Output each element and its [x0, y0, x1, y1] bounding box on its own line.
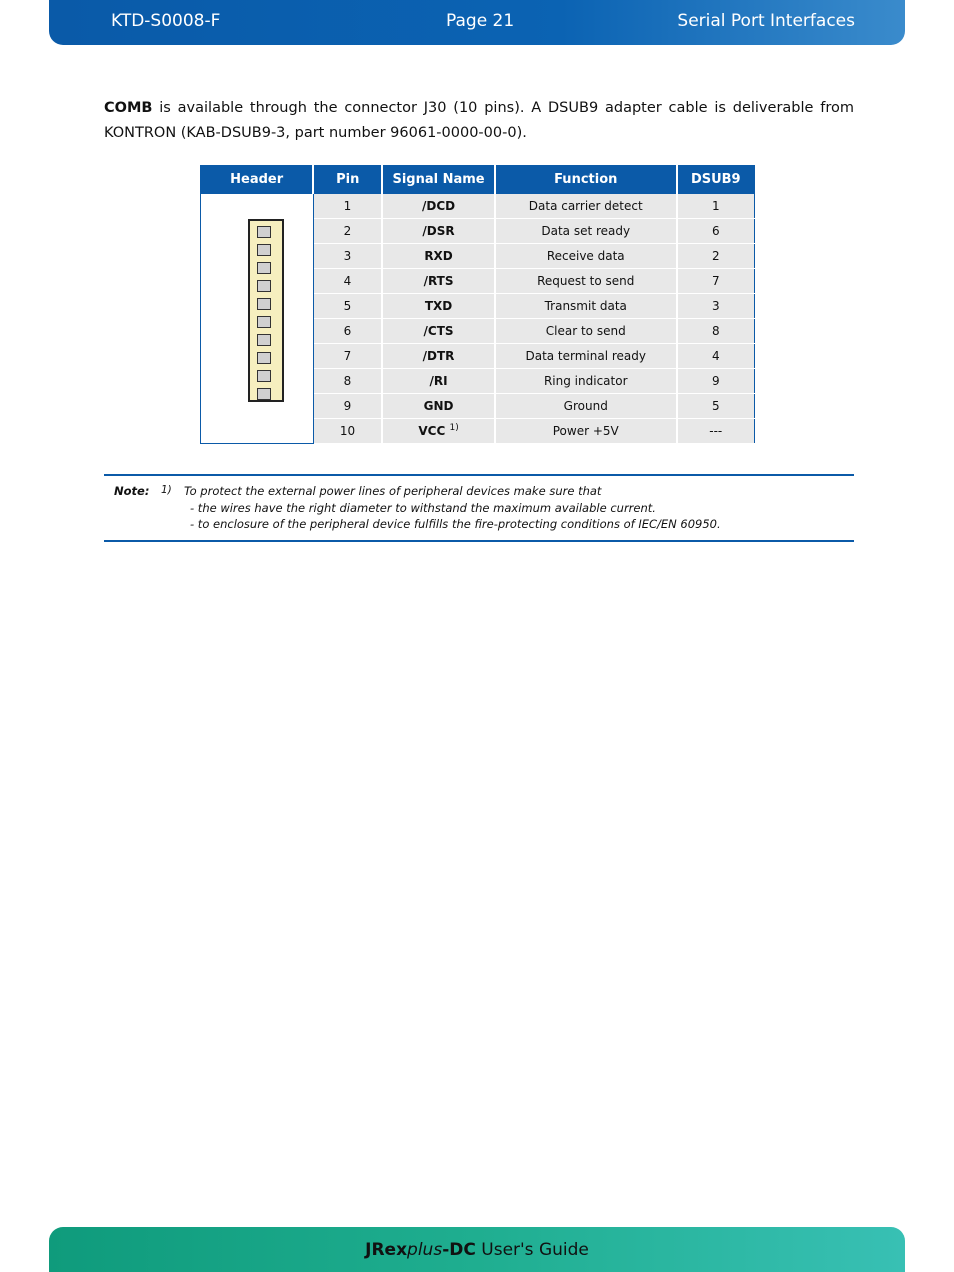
footnote-ref: 1) [449, 423, 459, 433]
intro-paragraph [104, 96, 854, 146]
page-header [49, 0, 905, 45]
dsub9-pin: 6 [677, 218, 755, 243]
footer-title [49, 1240, 905, 1260]
col-signal: Signal Name [382, 166, 495, 194]
pin-number: 2 [313, 218, 382, 243]
footer-guide: User's Guide [475, 1240, 589, 1260]
function: Request to send [495, 268, 677, 293]
page-number: Page 21 [446, 11, 515, 31]
dsub9-pin: 9 [677, 368, 755, 393]
connector-pin [257, 226, 271, 238]
signal-name [382, 418, 495, 443]
doc-id: KTD-S0008-F [111, 11, 221, 31]
intro-bold: COMB [104, 100, 153, 116]
pin-table [200, 165, 755, 444]
function: Transmit data [495, 293, 677, 318]
pin-number: 4 [313, 268, 382, 293]
function: Data carrier detect [495, 194, 677, 219]
pin-number: 9 [313, 393, 382, 418]
signal-name: RXD [382, 243, 495, 268]
signal-name: /RTS [382, 268, 495, 293]
dsub9-pin: --- [677, 418, 755, 443]
connector-pin [257, 262, 271, 274]
brand-dc: -DC [442, 1240, 476, 1260]
dsub9-pin: 7 [677, 268, 755, 293]
note-line: - the wires have the right diameter to withstand the maximum available current. [190, 501, 656, 515]
pin-number: 5 [313, 293, 382, 318]
connector-diagram-cell [201, 194, 314, 444]
signal-name: /DCD [382, 194, 495, 219]
connector-j30-icon [248, 219, 284, 402]
table-header-row [201, 166, 755, 194]
signal-name: TXD [382, 293, 495, 318]
connector-pin [257, 334, 271, 346]
function: Data terminal ready [495, 343, 677, 368]
note-label: Note: [114, 484, 150, 498]
signal-name: /DSR [382, 218, 495, 243]
function: Receive data [495, 243, 677, 268]
function: Clear to send [495, 318, 677, 343]
signal-name-text: VCC [418, 424, 446, 438]
dsub9-pin: 2 [677, 243, 755, 268]
pin-number: 8 [313, 368, 382, 393]
table-row [201, 194, 755, 219]
dsub9-pin: 8 [677, 318, 755, 343]
note-number: 1) [161, 484, 172, 496]
connector-pin [257, 280, 271, 292]
dsub9-pin: 4 [677, 343, 755, 368]
signal-name: /RI [382, 368, 495, 393]
connector-pin [257, 316, 271, 328]
dsub9-pin: 3 [677, 293, 755, 318]
pin-number: 7 [313, 343, 382, 368]
note-line: - to enclosure of the peripheral device fulfills the fire-protecting conditions of IEC/EN 60950. [190, 517, 721, 531]
pin-number: 3 [313, 243, 382, 268]
note-box [104, 474, 854, 542]
dsub9-pin: 5 [677, 393, 755, 418]
col-header: Header [201, 166, 314, 194]
brand-jrex: JRex [365, 1240, 408, 1260]
page-footer [49, 1227, 905, 1272]
function: Ring indicator [495, 368, 677, 393]
col-function: Function [495, 166, 677, 194]
connector-pin [257, 388, 271, 400]
pin-number: 1 [313, 194, 382, 219]
intro-text: is available through the connector J30 (10 pins). A DSUB9 adapter cable is deliverable from KONTRON (KAB-DSUB9-3, part number 96061-0000-00-0). [104, 100, 854, 141]
signal-name: GND [382, 393, 495, 418]
dsub9-pin: 1 [677, 194, 755, 219]
function: Ground [495, 393, 677, 418]
pin-number: 6 [313, 318, 382, 343]
connector-pin [257, 370, 271, 382]
pin-number: 10 [313, 418, 382, 443]
function: Power +5V [495, 418, 677, 443]
note-line: To protect the external power lines of peripheral devices make sure that [184, 484, 602, 498]
signal-name: /DTR [382, 343, 495, 368]
signal-name: /CTS [382, 318, 495, 343]
col-pin: Pin [313, 166, 382, 194]
col-dsub9: DSUB9 [677, 166, 755, 194]
connector-pin [257, 244, 271, 256]
section-title: Serial Port Interfaces [677, 11, 855, 31]
connector-pin [257, 352, 271, 364]
connector-pin [257, 298, 271, 310]
brand-plus: plus [407, 1240, 443, 1260]
function: Data set ready [495, 218, 677, 243]
